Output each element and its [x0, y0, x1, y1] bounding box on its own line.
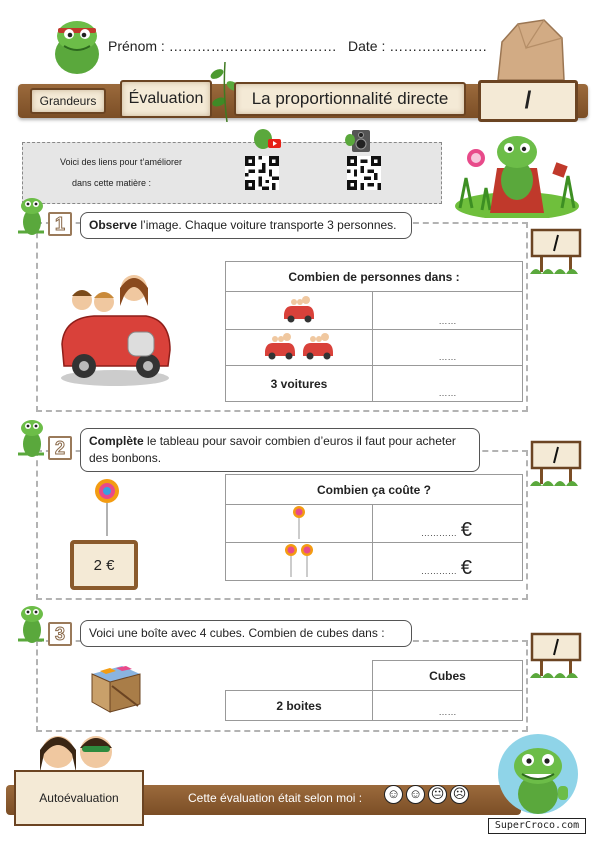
lollipop-icon: [92, 478, 122, 538]
section-1-number: 1: [48, 212, 72, 236]
youtube-croco-icon: [250, 125, 282, 155]
links-text-line2: dans cette matière :: [72, 178, 152, 188]
rock-icon: [492, 18, 566, 80]
evaluation-label: Évaluation: [120, 80, 212, 118]
croco-hero-icon: [452, 118, 582, 218]
answer-2-1[interactable]: …………: [420, 528, 457, 538]
row-1-car-icon: [226, 292, 373, 330]
page-title: La proportionnalité directe: [234, 82, 466, 116]
answer-2-2-cell[interactable]: [373, 543, 523, 581]
section-2-question: [80, 428, 480, 472]
answer-3-1[interactable]: ……: [373, 691, 523, 721]
very-happy-smiley-icon[interactable]: ☺: [384, 785, 403, 804]
answer-2-2[interactable]: …………: [420, 566, 457, 576]
autoevaluation-label: Autoévaluation: [14, 770, 144, 826]
question-keyword: Complète: [89, 434, 144, 448]
date-field[interactable]: Date : …………………: [348, 38, 488, 54]
section-2-table: [225, 474, 523, 581]
section-1-question: [80, 212, 412, 239]
euro-sign: €: [460, 557, 472, 579]
prenom-field[interactable]: Prénom : ………………………………: [108, 38, 337, 54]
brand-link[interactable]: SuperCroco.com: [488, 818, 586, 834]
answer-1-3[interactable]: ……: [373, 366, 523, 402]
happy-smiley-icon[interactable]: ☺: [406, 785, 425, 804]
car-icon: [282, 294, 316, 324]
row-2-cars-icon: [226, 330, 373, 366]
kids-icon: [30, 728, 126, 776]
lollipop-icon: [291, 505, 307, 539]
croco-mini-icon: [14, 196, 48, 236]
row-3-label: 3 voitures: [226, 366, 373, 402]
section-2-number: 2: [48, 436, 72, 460]
lollipop-icon: [283, 543, 299, 577]
score-sign-3[interactable]: [530, 632, 582, 678]
family-car-icon: [54, 266, 176, 390]
empty-corner: [226, 661, 373, 691]
section-1-table: [225, 261, 523, 402]
section-3-table: [225, 660, 523, 721]
croco-mascot-icon: [48, 14, 106, 78]
row-1-lollipop: [226, 505, 373, 543]
total-score-box[interactable]: /: [478, 80, 578, 122]
score-sign-2[interactable]: [530, 440, 582, 486]
section-3-number: 3: [48, 622, 72, 646]
question-text: le tableau pour savoir combien d’euros il faut pour acheter des bonbons.: [89, 434, 456, 465]
table-1-header: Combien de personnes dans :: [226, 262, 523, 292]
car-icon: [301, 331, 335, 361]
self-assessment-prompt: Cette évaluation était selon moi :: [188, 791, 363, 805]
question-text: l’image. Chaque voiture transporte 3 personnes.: [137, 218, 397, 232]
question-keyword: Observe: [89, 218, 138, 232]
croco-thumbs-up-icon: [494, 730, 582, 816]
answer-1-2[interactable]: ……: [373, 330, 523, 366]
section-3-question: Voici une boîte avec 4 cubes. Combien de cubes dans :: [80, 620, 412, 647]
qr-code-youtube[interactable]: [245, 156, 279, 190]
answer-2-1-cell[interactable]: [373, 505, 523, 543]
smiley-row: [384, 785, 469, 804]
euro-sign: €: [460, 519, 472, 541]
qr-code-audio[interactable]: [347, 156, 381, 190]
speaker-icon: [344, 126, 374, 154]
cube-box-icon: [86, 656, 146, 714]
answer-1-1[interactable]: ……: [373, 292, 523, 330]
price-tag-text: 2 €: [93, 556, 115, 574]
grandeurs-label: Grandeurs: [30, 88, 106, 114]
links-text-line1: Voici des liens pour t’améliorer: [60, 157, 183, 167]
sad-smiley-icon[interactable]: ☹: [450, 785, 469, 804]
row-2-boites-label: 2 boites: [226, 691, 373, 721]
lollipop-icon: [299, 543, 315, 577]
croco-mini-icon: [14, 604, 48, 644]
car-icon: [263, 331, 297, 361]
croco-mini-icon: [14, 418, 48, 458]
cubes-header: Cubes: [373, 661, 523, 691]
score-sign-1[interactable]: [530, 228, 582, 274]
neutral-smiley-icon[interactable]: 😐: [428, 785, 447, 804]
table-2-header: Combien ça coûte ?: [226, 475, 523, 505]
row-2-lollipops: [226, 543, 373, 581]
price-tag: [70, 540, 138, 590]
